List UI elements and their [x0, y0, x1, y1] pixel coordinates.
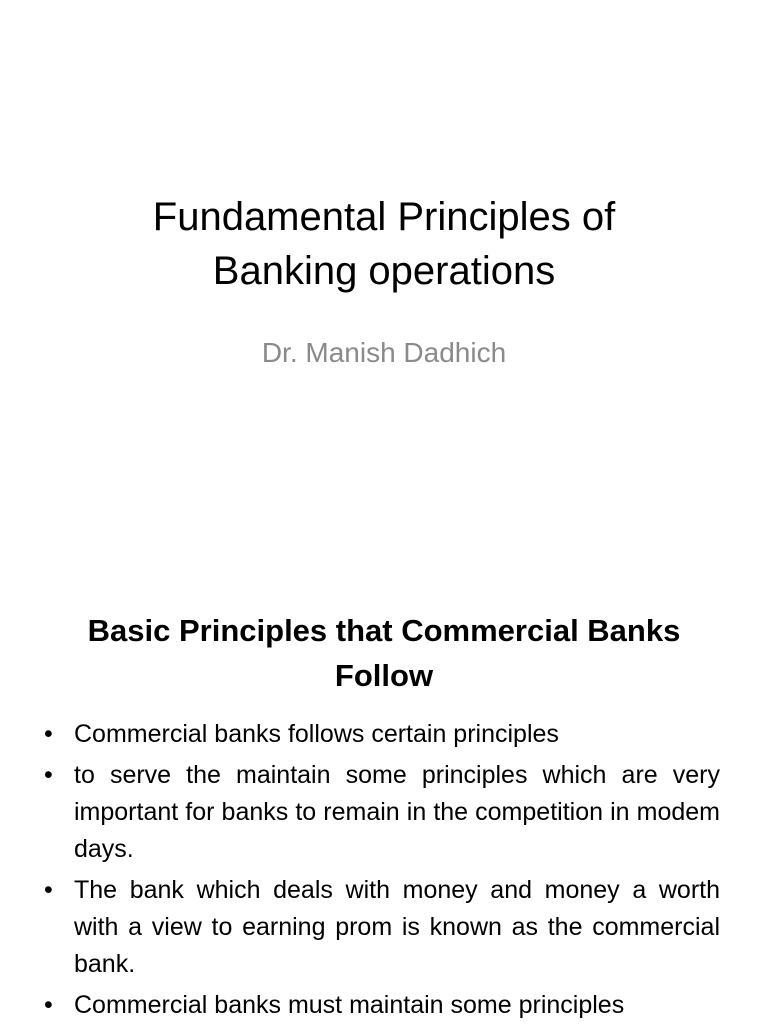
slide-heading-line-2: Follow [334, 658, 434, 693]
bullet-item [40, 987, 720, 1024]
slide-heading [40, 608, 728, 698]
bullet-text: to serve the maintain some principles which are very important for banks to remain in the competition in modem days. [74, 761, 720, 863]
bullet-item [40, 716, 720, 753]
bullet-text: Commercial banks follows certain principles [74, 720, 559, 748]
bullet-icon: • [44, 876, 53, 904]
bullet-text: The bank which deals with money and money a worth with a view to earning prom is known as the commercial bank. [74, 876, 720, 978]
bullet-icon: • [44, 720, 53, 748]
bullet-icon: • [44, 761, 53, 789]
slide-title [84, 190, 684, 298]
bullet-item [40, 872, 720, 983]
slide-subtitle-author: Dr. Manish Dadhich [261, 337, 507, 368]
bullet-list [40, 716, 720, 1024]
content-slide [0, 576, 768, 1024]
slide-title-line-2: Banking operations [212, 249, 556, 293]
slide-heading-line-1: Basic Principles that Commercial Banks [87, 613, 681, 648]
bullet-item [40, 757, 720, 868]
bullet-icon: • [44, 991, 53, 1019]
slide-title-line-1: Fundamental Principles of [152, 195, 616, 239]
bullet-text: Commercial banks must maintain some principles [74, 991, 625, 1019]
